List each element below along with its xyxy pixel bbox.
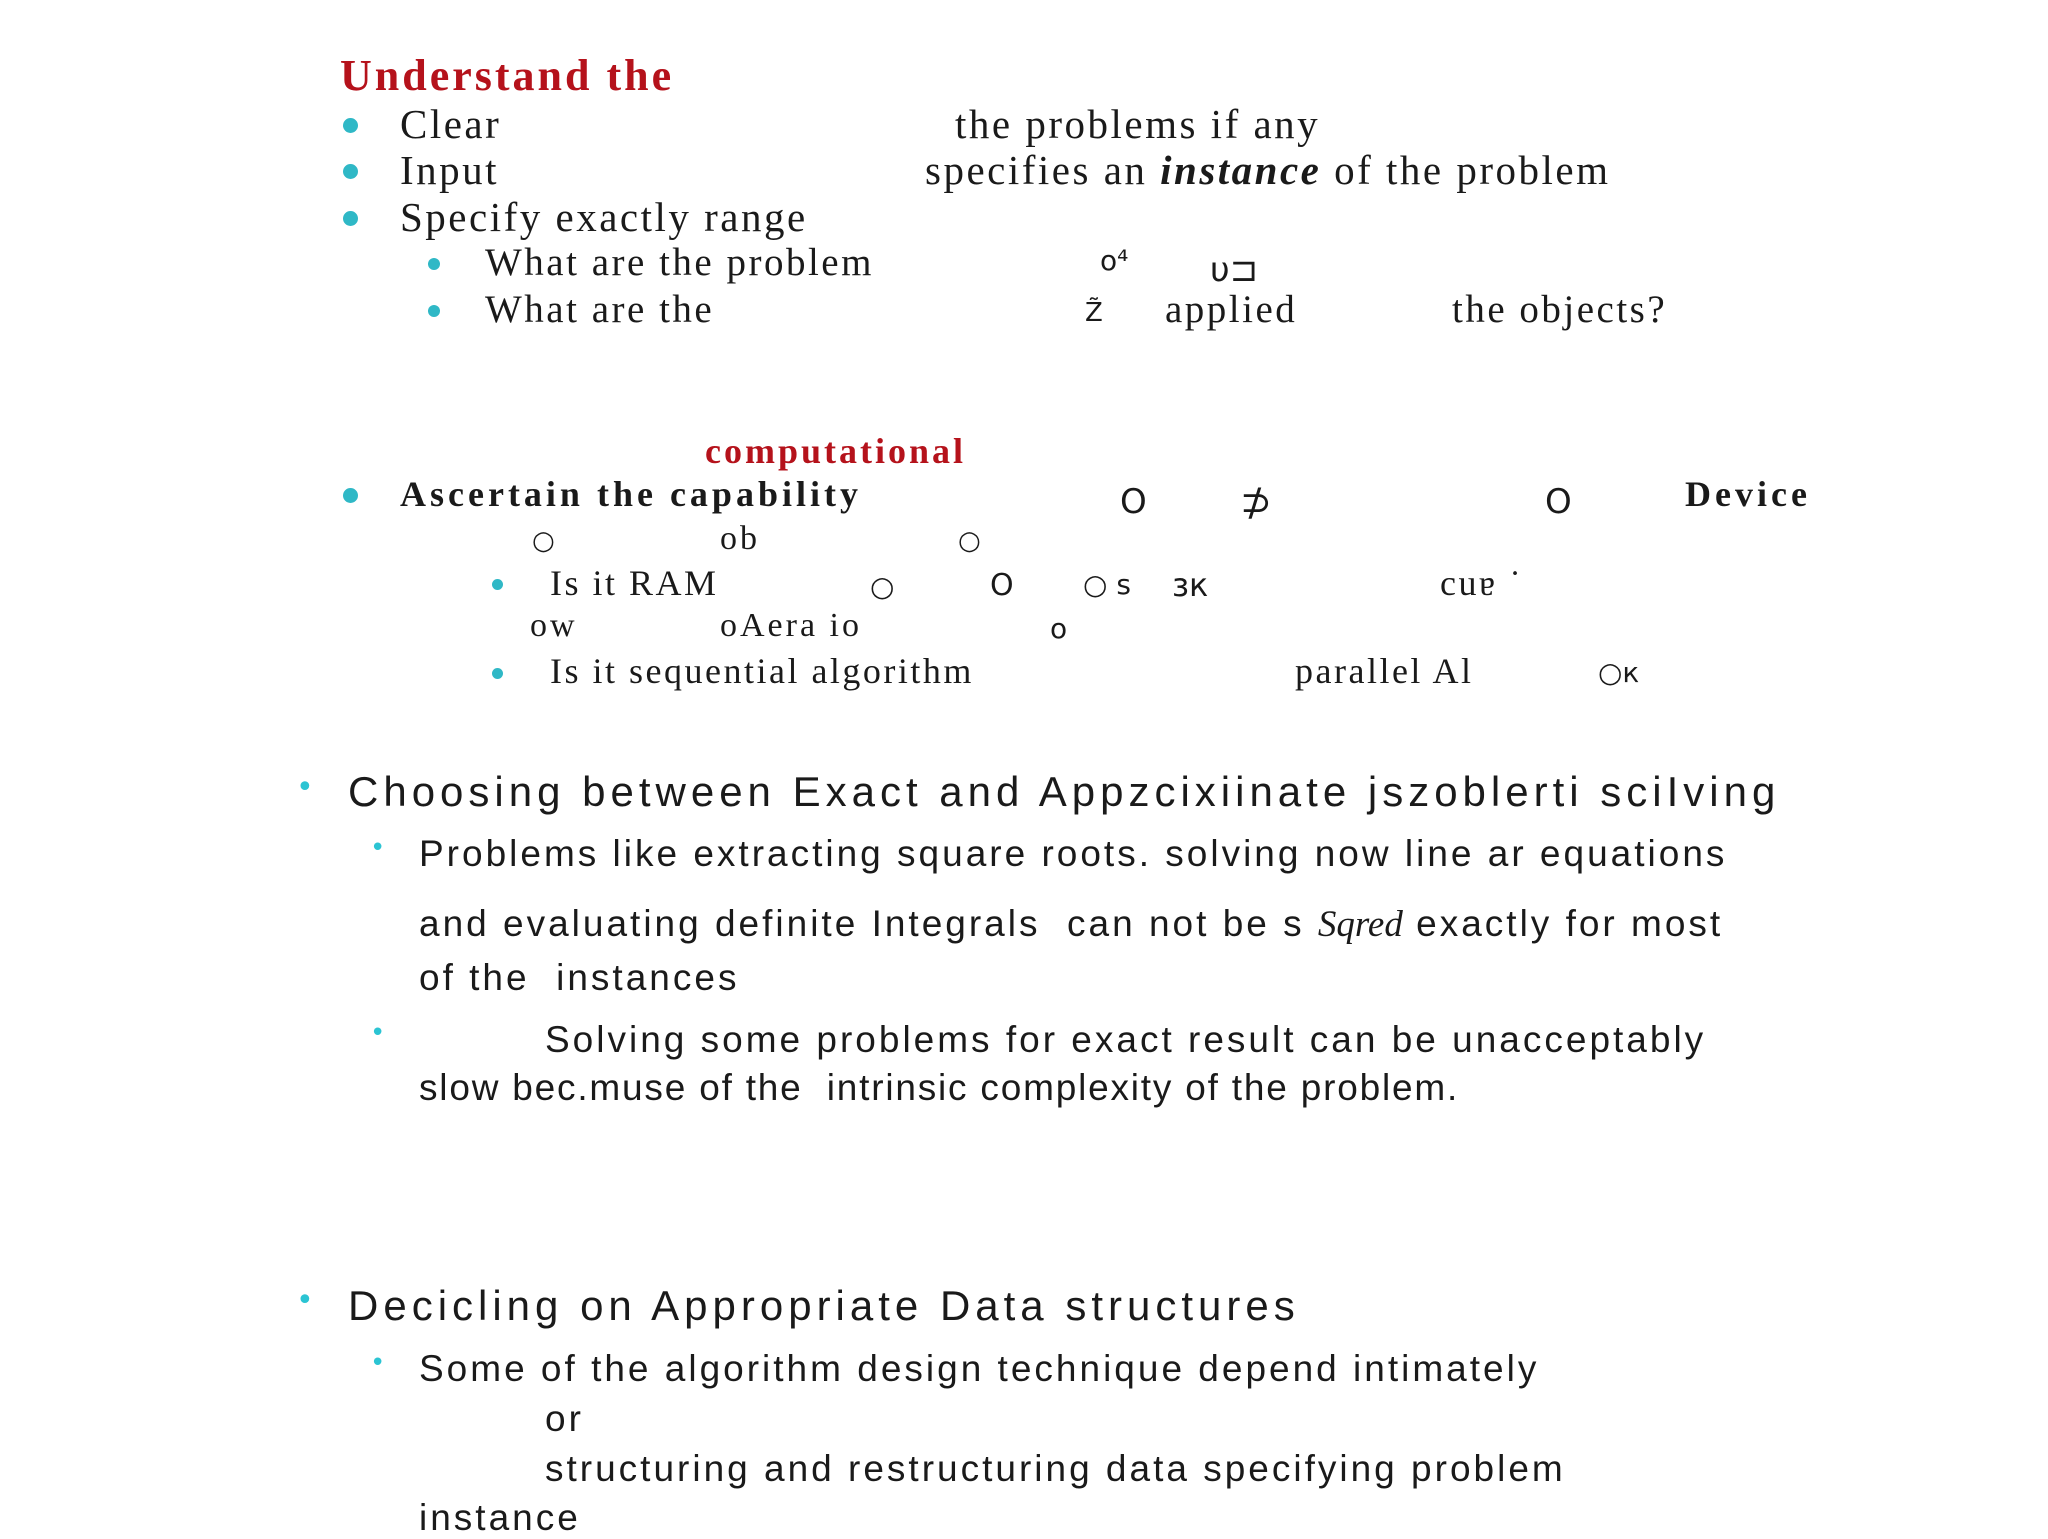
choosing-p2-line1: Solving some problems for exact result can be unacceptably <box>545 1019 1707 1060</box>
sequential-question: Is it sequential algorithm <box>550 651 974 691</box>
input-label: Input <box>400 147 500 193</box>
ocr-fragment: o⁴ <box>1100 244 1129 277</box>
bullet-icon <box>343 164 358 179</box>
ocr-fragment: O <box>1120 482 1147 522</box>
ocr-fragment: O <box>1545 482 1572 522</box>
deciding-line1: Some of the algorithm design technique depend intimately <box>419 1348 1540 1389</box>
bullet-icon: • <box>296 770 314 805</box>
operations-question: What are the <box>485 288 715 331</box>
ocr-fragment: ○ <box>532 526 555 556</box>
computational-heading: computational <box>705 431 967 471</box>
operation-fragment: oAera io <box>720 607 863 644</box>
bullet-icon: • <box>370 1018 386 1048</box>
bullet-icon <box>343 211 358 226</box>
deciding-line2: or <box>545 1398 584 1439</box>
ocr-fragment: ○ s <box>1083 568 1131 601</box>
choosing-p1-line1: Problems like extracting square roots. solving now line ar equations <box>419 833 1728 874</box>
bullet-icon <box>428 258 440 270</box>
deciding-line4: instance <box>419 1497 581 1538</box>
bullet-icon <box>492 579 503 590</box>
choosing-p2-line2: slow bec.muse of the intrinsic complexity of the problem. <box>419 1067 1460 1108</box>
ocr-fragment: O <box>990 568 1014 603</box>
choosing-p1-line3: of the instances <box>419 957 740 998</box>
bullet-icon: • <box>296 1283 314 1318</box>
bullet-icon <box>343 118 358 133</box>
choosing-title: Choosing between Exact and Appzcixiinate jszoblerti sciIving <box>348 768 1781 815</box>
understand-heading: Understand the <box>340 51 675 100</box>
clear-text: the problems if any <box>955 101 1321 147</box>
bullet-icon: • <box>370 1348 386 1378</box>
ram-fragment: cuɐ ˙ <box>1440 563 1524 603</box>
ocr-fragment: Z̃ <box>1085 298 1103 328</box>
ocr-fragment: ○ <box>958 526 981 556</box>
objects-text: the objects? <box>1452 288 1668 331</box>
ascertain-text: Ascertain the capability <box>400 474 862 514</box>
choosing-p1-line2: and evaluating definite Integrals can not be s Sqred exactly for most <box>419 903 1724 945</box>
problem-question: What are the problem <box>485 241 874 284</box>
ocr-fragment: ⊅ <box>1240 480 1272 524</box>
parallel-text: parallel Al <box>1295 651 1474 691</box>
specify-label: Specify exactly range <box>400 194 808 240</box>
deciding-line3: structuring and restructuring data specifying problem <box>545 1448 1566 1489</box>
ob-word: ob <box>720 520 760 557</box>
bullet-icon: • <box>370 833 386 863</box>
applied-word: applied <box>1165 288 1298 331</box>
ram-question: Is it RAM <box>550 563 719 603</box>
ocr-fragment: o <box>1050 612 1068 645</box>
bullet-icon <box>343 488 358 503</box>
ocr-fragment: υ⊐ <box>1210 250 1259 290</box>
clear-label: Clear <box>400 101 502 147</box>
ocr-fragment: ○ <box>870 570 895 603</box>
bullet-icon <box>492 668 503 679</box>
input-text: specifies an instance of the problem <box>925 147 1611 193</box>
deciding-title: Decicling on Appropriate Data structures <box>348 1282 1300 1329</box>
device-word: Device <box>1685 474 1811 514</box>
ocr-fragment: зк <box>1172 566 1209 604</box>
ocr-fragment: ○к <box>1598 656 1640 689</box>
bullet-icon <box>428 305 440 317</box>
ow-fragment: ow <box>530 607 578 644</box>
